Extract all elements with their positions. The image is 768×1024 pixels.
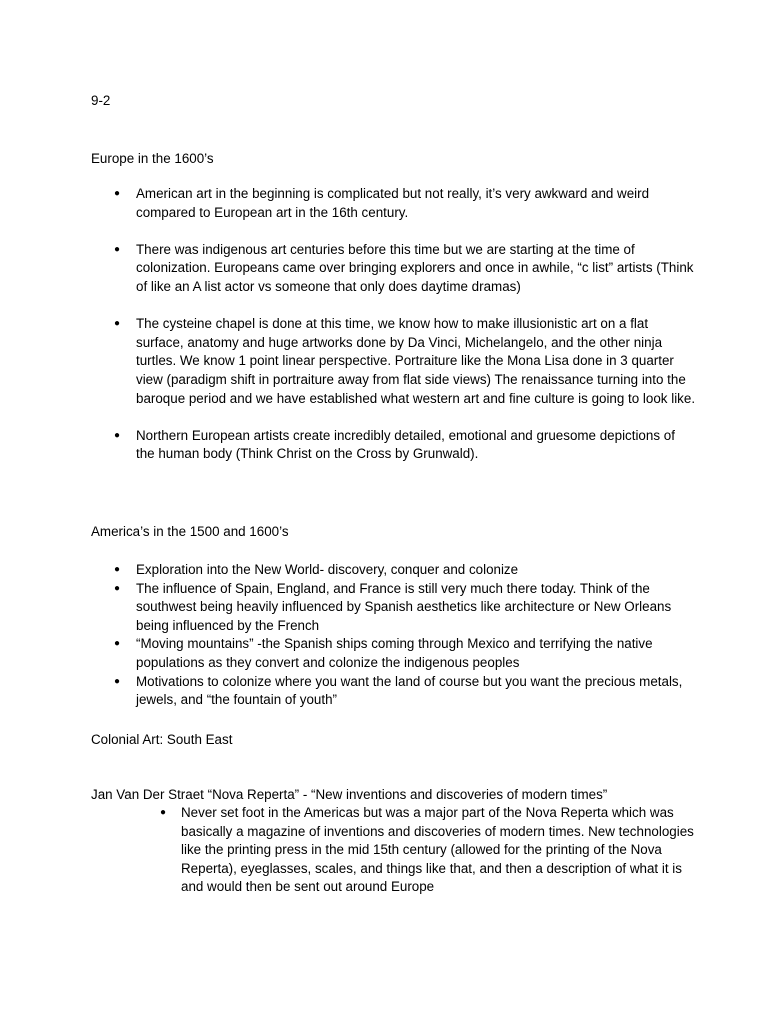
list-item: ● American art in the beginning is complicated but not really, it’s very awkward and weird compared to European art in the 16th century. — [136, 185, 696, 222]
section-heading-americas: America’s in the 1500 and 1600’s — [91, 524, 289, 539]
list-item: ● “Moving mountains” -the Spanish ships coming through Mexico and terrifying the native populations as they convert and colonize the indigenous peoples — [136, 635, 696, 672]
list-item: ● Never set foot in the Americas but was a major part of the Nova Reperta which was basically a magazine of inventions and discoveries of modern times. New technologies like the printing press in the mid 15th century (allowed for the printing of the Nova Reperta), eyeglasses, scales, and things like that, and then a description of what it is and would then be sent out around Europe — [181, 804, 701, 897]
list-item: ● The cysteine chapel is done at this time, we know how to make illusionistic art on a flat surface, anatomy and huge artworks done by Da Vinci, Michelangelo, and the other ninja turtles. We know 1 point linear perspective. Portraiture like the Mona Lisa done in 3 quarter view (paradigm shift in portraiture away from flat side views) The renaissance turning into the baroque period and we have established what western art and fine culture is going to look like. — [136, 315, 696, 408]
americas-bullet-list — [136, 561, 696, 710]
list-item: ● There was indigenous art centuries before this time but we are starting at the time of colonization. Europeans came over bringing explorers and once in awhile, “c list” artists (Think of like an A list actor vs someone that only does daytime dramas) — [136, 241, 696, 297]
list-item: ● Motivations to colonize where you want the land of course but you want the precious metals, jewels, and “the fountain of youth” — [136, 673, 696, 710]
date-line: 9-2 — [91, 93, 111, 108]
nova-reperta-bullet-list — [181, 804, 701, 897]
list-item: ● Northern European artists create incredibly detailed, emotional and gruesome depictions of the human body (Think Christ on the Cross by Grunwald). — [136, 427, 696, 464]
section-heading-colonial-art: Colonial Art: South East — [91, 732, 233, 747]
europe-bullet-list — [136, 185, 696, 483]
list-item: ● The influence of Spain, England, and France is still very much there today. Think of the southwest being heavily influenced by Spanish aesthetics like architecture or New Orleans being influenced by the French — [136, 580, 696, 636]
list-item: ● Exploration into the New World- discovery, conquer and colonize — [136, 561, 696, 580]
section-heading-nova-reperta: Jan Van Der Straet “Nova Reperta” - “New inventions and discoveries of modern times” — [91, 787, 608, 802]
section-heading-europe: Europe in the 1600’s — [91, 151, 214, 166]
